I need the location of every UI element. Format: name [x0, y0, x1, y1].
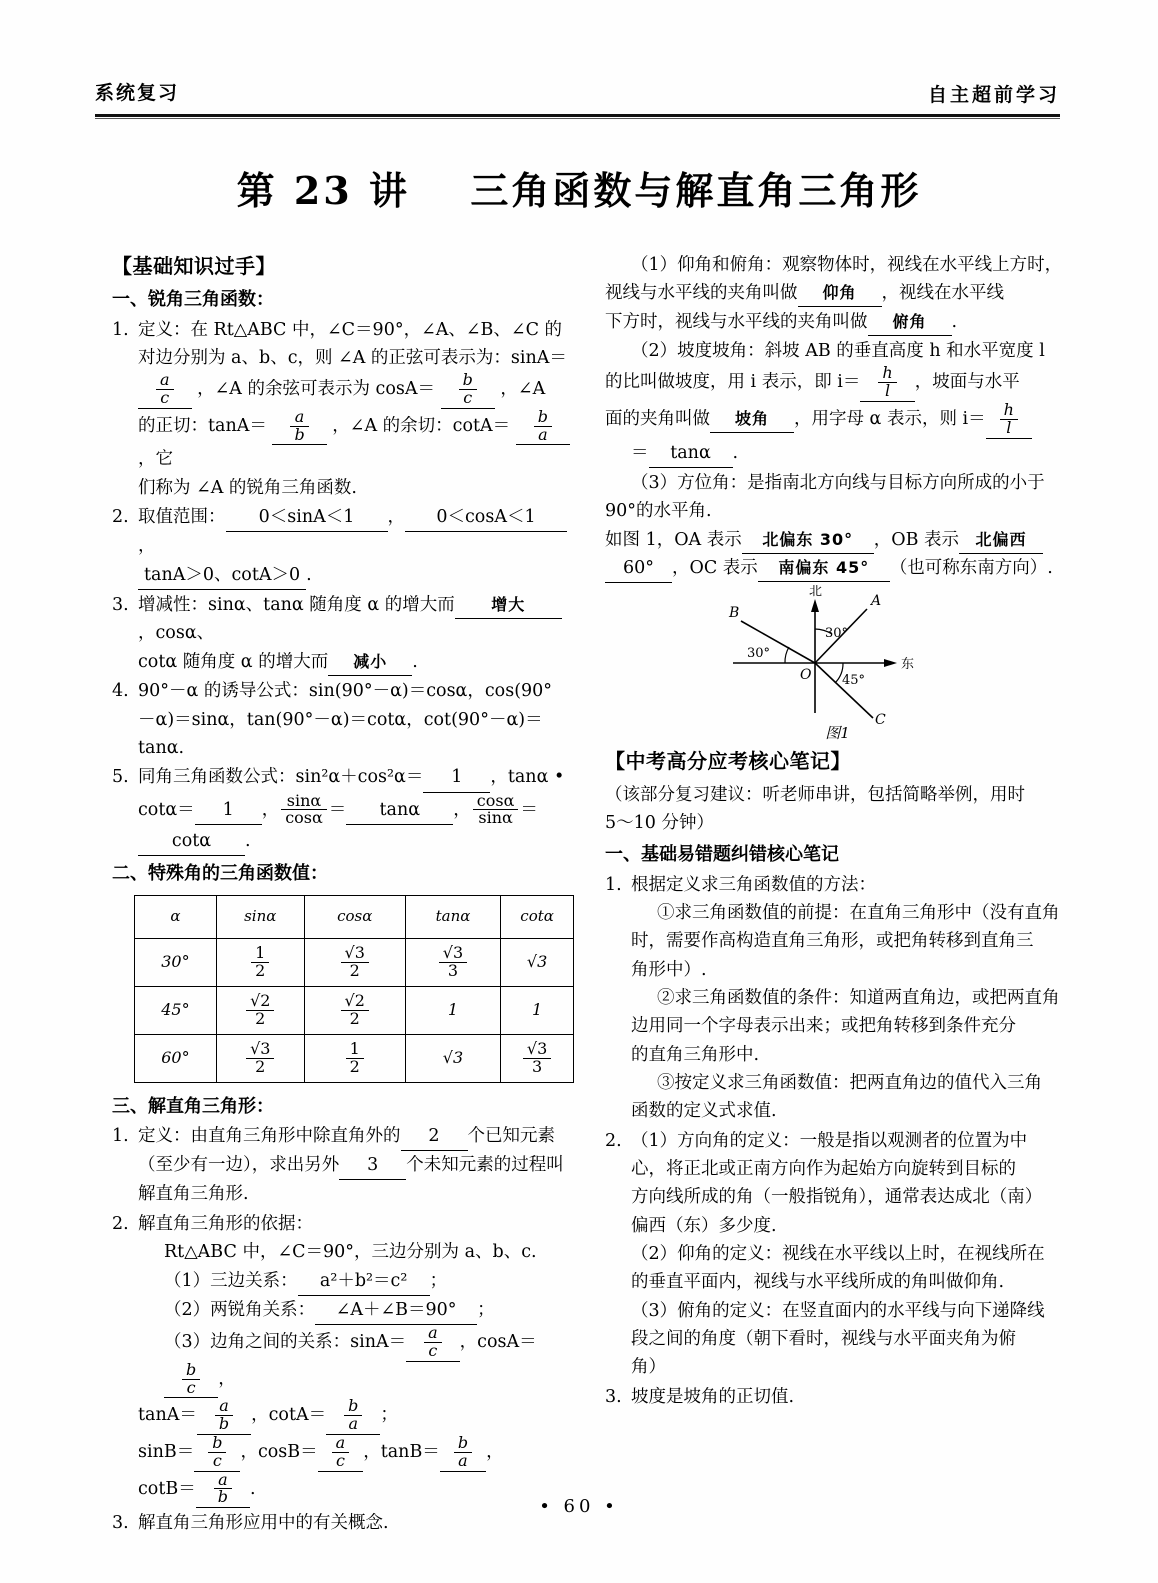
- item-text: （1）方向角的定义：一般是指以观测者的位置为中: [631, 1130, 1028, 1151]
- item-text: [605, 526, 1070, 554]
- item-marker: 5.: [112, 767, 129, 788]
- answer-blank[interactable]: tanα: [346, 796, 453, 825]
- answer-blank[interactable]: tanα: [649, 439, 733, 468]
- north-arrow-head: [811, 599, 819, 612]
- label-angle-north-a: 30°: [825, 626, 849, 642]
- inline-text: ，∠A 的余切：cotA＝: [332, 415, 511, 436]
- table-cell-cos: [304, 938, 405, 986]
- table-cell-cos: [304, 1034, 405, 1082]
- compass-figure: [605, 585, 1070, 745]
- item-text: [138, 648, 577, 676]
- left-part1-heading: 一、锐角三角函数：: [112, 289, 274, 311]
- inline-text: .: [732, 442, 739, 463]
- list-item: [605, 1383, 1070, 1411]
- inline-text: 如图 1，OA 表示: [605, 529, 742, 550]
- inline-text: ＝: [631, 442, 649, 463]
- fraction-numerator: a: [215, 1398, 233, 1416]
- list-item: [112, 591, 577, 676]
- answer-blank[interactable]: [164, 1359, 218, 1399]
- answer-blank[interactable]: [194, 1432, 240, 1472]
- inline-text: 定义：由直角三角形中除直角外的: [138, 1125, 401, 1146]
- list-item: [112, 316, 577, 503]
- fraction-denominator: 2: [255, 1008, 266, 1028]
- item-text: （1）仰角和俯角：观察物体时，视线在水平线上方时，: [631, 255, 1063, 275]
- table-cell-angle: 45°: [135, 986, 217, 1034]
- fraction-denominator: c: [335, 1450, 345, 1470]
- item-text: 偏西（东）多少度.: [631, 1215, 777, 1236]
- list-item: [112, 1122, 577, 1209]
- inline-text: ，∠A: [500, 379, 546, 400]
- fraction-denominator: 2: [255, 1056, 266, 1076]
- answer-blank[interactable]: [197, 1398, 251, 1435]
- fraction-numerator: h: [878, 365, 896, 383]
- list-item: [605, 871, 1070, 1126]
- item-text: 解直角三角形的依据：: [138, 1213, 313, 1234]
- item-text: （2）坡度坡角：斜坡 AB 的垂直高度 h 和水平宽度 l: [631, 341, 1045, 362]
- title-main: 三角函数与解直角三角形: [470, 169, 922, 213]
- answer-blank[interactable]: a²＋b²＝c²: [298, 1267, 430, 1296]
- inline-text: 增减性：sinα、tanα 随角度 α 的增大而: [138, 595, 455, 616]
- special-angles-table: [134, 895, 574, 1083]
- item-text: [138, 591, 577, 648]
- fraction-denominator: 2: [255, 960, 266, 980]
- item-marker: 3.: [112, 1513, 129, 1534]
- left-column: [112, 250, 577, 1538]
- inline-text: cotB＝: [138, 1478, 196, 1499]
- inline-text: ，cotA＝: [251, 1405, 327, 1426]
- table-cell-tan: [405, 938, 500, 986]
- fraction-denominator: a: [458, 1450, 468, 1470]
- inline-text: 的比叫做坡度，用 i 表示，即 i＝: [605, 372, 861, 393]
- list-item: [112, 677, 577, 762]
- inline-text: ，OB 表示: [873, 529, 960, 550]
- answer-blank[interactable]: [986, 399, 1032, 439]
- inline-text: ，cosA＝: [459, 1332, 537, 1353]
- right-section-heading: 【中考高分应考核心笔记】: [605, 749, 851, 774]
- answer-blank[interactable]: [860, 365, 914, 402]
- table-cell-angle: 60°: [135, 1034, 217, 1082]
- fraction-denominator: c: [463, 388, 473, 408]
- list-item: [605, 1127, 1070, 1382]
- item-text: 解直角三角形应用中的有关概念.: [138, 1513, 389, 1534]
- fraction-numerator: √3: [341, 945, 369, 963]
- fraction-numerator: √3: [439, 945, 467, 963]
- answer-blank[interactable]: [440, 1432, 486, 1472]
- item-text: [138, 790, 577, 857]
- answer-blank[interactable]: 3: [339, 1151, 406, 1180]
- item-text: 坡度是坡角的正切值.: [631, 1386, 795, 1407]
- item-text: [138, 1296, 577, 1325]
- fraction-numerator: a: [424, 1325, 442, 1343]
- answer-blank[interactable]: 北偏东 30°: [742, 527, 874, 554]
- inline-text: ，cosα、: [138, 623, 215, 644]
- answer-blank[interactable]: [272, 406, 326, 446]
- table-header-row: [135, 895, 574, 938]
- item-text: [138, 1151, 577, 1180]
- item-text: [605, 399, 1070, 439]
- list-item: [605, 251, 1070, 336]
- table-cell-tan: 1: [405, 986, 500, 1034]
- item-text: 心，将正北或正南方向作为起始方向旋转到目标的: [631, 1158, 1016, 1179]
- inline-text: 面的夹角叫做: [605, 408, 710, 429]
- fraction-denominator: c: [160, 388, 170, 408]
- table-header-cell: sinα: [216, 895, 304, 938]
- table-cell-sin: [216, 938, 304, 986]
- angle-arc-west-b: [785, 647, 789, 663]
- fraction-denominator: 2: [349, 960, 360, 980]
- inline-text: .: [951, 311, 958, 332]
- item-text: （3）俯角的定义：在竖直面内的水平线与向下递降线: [631, 1300, 1045, 1321]
- list-item: [605, 337, 1070, 468]
- fraction-denominator: 2: [349, 1056, 360, 1076]
- inline-text: ，: [261, 799, 280, 820]
- list-item: [112, 1210, 577, 1508]
- fraction-denominator: 2: [349, 1008, 360, 1028]
- label-angle-east-c: 45°: [842, 673, 866, 689]
- east-arrow-head: [884, 659, 897, 667]
- inline-text: .: [245, 831, 251, 852]
- inline-text: ，OC 表示: [672, 557, 758, 578]
- table-header-cell: tanα: [405, 895, 500, 938]
- item-text: [138, 561, 577, 590]
- answer-blank[interactable]: [326, 1398, 380, 1435]
- item-text: 的垂直平面内，视线与水平线所成的角叫做仰角.: [631, 1272, 1005, 1293]
- item-marker: 2.: [605, 1130, 622, 1151]
- inline-text: tanA＝: [138, 1405, 197, 1426]
- item-text: 对边分别为 a、b、c，则 ∠A 的正弦可表示为：sinA＝: [138, 347, 567, 368]
- item-text: 定义：在 Rt△ABC 中，∠C＝90°，∠A、∠B、∠C 的: [138, 319, 563, 340]
- list-item: [112, 503, 577, 590]
- inline-text: cotα＝: [138, 799, 195, 820]
- header-right-label: 自主超前学习: [927, 84, 1060, 106]
- right-column: [605, 250, 1070, 1411]
- inline-text: ，∠A 的余弦可表示为 cosA＝: [197, 379, 436, 400]
- item-text: 解直角三角形.: [138, 1184, 249, 1205]
- fraction-numerator: b: [182, 1362, 200, 1380]
- inline-text: （也可称东南方向）.: [889, 557, 1053, 578]
- answer-blank[interactable]: 1: [423, 763, 490, 792]
- inline-text: ，: [218, 1368, 236, 1389]
- header-rule: [95, 114, 1060, 117]
- item-text: [138, 1267, 577, 1296]
- item-text: [605, 308, 1070, 336]
- item-marker: 3.: [112, 595, 129, 616]
- left-part3-heading: 三、解直角三角形：: [112, 1095, 274, 1117]
- inline-text: sinB＝: [138, 1441, 195, 1462]
- item-text: Rt△ABC 中，∠C＝90°，三边分别为 a、b、c.: [164, 1242, 537, 1263]
- inline-text: ，: [486, 1441, 504, 1462]
- answer-blank[interactable]: [406, 1325, 460, 1362]
- answer-blank[interactable]: cotα: [138, 827, 245, 856]
- page-footer: • 60 •: [539, 1496, 619, 1517]
- item-marker: 1.: [112, 1125, 129, 1146]
- item-text: [138, 372, 577, 409]
- answer-blank[interactable]: 增大: [455, 592, 562, 619]
- inline-text: 个未知元素的过程叫: [406, 1155, 564, 1176]
- answer-blank[interactable]: ∠A＋∠B＝90°: [315, 1296, 477, 1325]
- item-text: 90°的水平角.: [605, 501, 712, 522]
- fraction-numerator: 1: [346, 1041, 364, 1059]
- fraction-denominator: cosα: [285, 808, 323, 828]
- inline-text: ，tanα •: [490, 767, 565, 788]
- inline-text: .: [412, 651, 418, 672]
- item-marker: 2.: [112, 1213, 129, 1234]
- page-header: [95, 78, 1060, 120]
- item-marker: 1.: [112, 319, 129, 340]
- answer-blank[interactable]: 1: [195, 796, 262, 825]
- fraction-numerator: 1: [251, 945, 269, 963]
- item-text: [138, 503, 577, 561]
- fraction-denominator: a: [538, 424, 548, 444]
- item-text: [605, 365, 1070, 402]
- label-north: 北: [809, 585, 823, 600]
- inline-text: ，tanB＝: [363, 1441, 440, 1462]
- item-text: （3）方位角：是指南北方向线与目标方向所成的小于: [631, 472, 1045, 493]
- answer-blank[interactable]: tanA＞0、cotA＞0: [138, 561, 306, 590]
- inline-text: ，: [138, 536, 156, 557]
- item-marker: 3.: [605, 1386, 622, 1407]
- table-cell-sin: [216, 1034, 304, 1082]
- ray-oc: [815, 663, 873, 718]
- fraction-numerator: b: [534, 409, 552, 427]
- table-cell-angle: 30°: [135, 938, 217, 986]
- header-rule-thin: [95, 118, 1060, 119]
- fraction-denominator: sinα: [478, 808, 513, 828]
- label-ray-c: C: [875, 712, 886, 726]
- table-cell-tan: √3: [405, 1034, 500, 1082]
- item-text: 方向线所成的角（一般指锐角），通常表达成北（南）: [631, 1187, 1043, 1208]
- fraction-numerator: b: [459, 372, 477, 390]
- answer-blank[interactable]: 2: [401, 1122, 468, 1151]
- label-origin: O: [800, 667, 812, 684]
- fraction-numerator: b: [454, 1435, 472, 1453]
- item-marker: 1.: [605, 874, 622, 895]
- inline-text: 个已知元素: [467, 1125, 555, 1146]
- fraction-numerator: √3: [246, 1041, 274, 1059]
- item-text: 段之间的角度（朝下看时，视线与水平面夹角为俯: [631, 1329, 1016, 1350]
- fraction-numerator: a: [332, 1435, 350, 1453]
- inline-text: 视线与水平线的夹角叫做: [605, 283, 798, 304]
- item-text: [138, 1122, 577, 1151]
- answer-blank[interactable]: 俯角: [868, 309, 952, 336]
- inline-text: .: [249, 1478, 256, 1499]
- fraction-numerator: h: [1000, 402, 1018, 420]
- item-text: 90°－α 的诱导公式：sin(90°－α)＝cosα，cos(90°: [138, 681, 553, 702]
- fraction-numerator: b: [208, 1435, 226, 1453]
- item-text: 边用同一个字母表示出来；或把角转移到条件充分: [631, 1016, 1016, 1037]
- inline-text: （至少有一边），求出另外: [138, 1155, 340, 1176]
- fraction-numerator: a: [214, 1472, 232, 1490]
- note-line: （该部分复习建议：听老师串讲，包括简略举例，用时: [605, 784, 1025, 805]
- fraction-numerator: √3: [523, 1041, 551, 1059]
- inline-text: ；: [477, 1299, 495, 1320]
- inline-text: ＝: [520, 799, 538, 820]
- title-number: 23: [293, 168, 353, 213]
- fraction-numerator: a: [290, 409, 308, 427]
- inline-text: 同角三角函数公式：sin²α＋cos²α＝: [138, 767, 424, 788]
- title-unit: 讲: [368, 169, 410, 213]
- list-item: [605, 469, 1070, 583]
- answer-blank[interactable]: 0＜cosA＜1: [405, 503, 567, 532]
- inline-text: 的正切：tanA＝: [138, 415, 267, 436]
- inline-text: ，它: [138, 449, 173, 470]
- figure-caption: 图1: [825, 724, 850, 743]
- fraction-denominator: a: [348, 1414, 359, 1434]
- item-text: 的直角三角形中.: [631, 1044, 760, 1065]
- fraction-denominator: l: [1006, 417, 1012, 437]
- answer-blank[interactable]: 减小: [328, 649, 412, 676]
- item-text: 根据定义求三角函数值的方法：: [631, 874, 876, 895]
- label-angle-west-b: 30°: [747, 646, 771, 662]
- fraction-denominator: b: [218, 1414, 230, 1434]
- answer-blank[interactable]: [318, 1432, 364, 1472]
- item-text: 时，需要作高构造直角三角形，或把角转移到直角三: [631, 931, 1034, 952]
- inline-text: ，: [453, 799, 471, 820]
- table-cell-cos: [304, 986, 405, 1034]
- left-part2-heading: 二、特殊角的三角函数值：: [112, 863, 328, 885]
- item-text: [138, 1398, 577, 1435]
- inline-text: 下方时，视线与水平线的夹角叫做: [605, 311, 868, 332]
- answer-blank[interactable]: 北偏西: [959, 527, 1043, 554]
- item-marker: 4.: [112, 681, 129, 702]
- inline-text: （1）三边关系：: [164, 1270, 298, 1291]
- fraction-numerator: cosα: [473, 793, 519, 811]
- table-row: [135, 938, 574, 986]
- answer-blank[interactable]: [138, 372, 192, 409]
- item-marker: 2.: [112, 507, 129, 528]
- answer-blank[interactable]: 60°: [605, 554, 672, 583]
- fraction-denominator: l: [884, 381, 891, 401]
- item-text: [138, 763, 577, 792]
- fraction-numerator: b: [344, 1398, 362, 1416]
- table-cell-sin: [216, 986, 304, 1034]
- item-text: ③按定义求三角函数值：把两直角边的值代入三角: [657, 1072, 1042, 1093]
- fraction-denominator: b: [217, 1487, 228, 1507]
- item-text: ②求三角函数值的条件：知道两直角边，或把两直角: [657, 987, 1060, 1008]
- fraction-denominator: b: [294, 424, 305, 444]
- item-text: [138, 1325, 577, 1398]
- item-text: ①求三角函数值的前提：在直角三角形中（没有直角: [657, 902, 1060, 923]
- page-title: [0, 160, 1158, 215]
- table-cell-cot: 1: [501, 986, 574, 1034]
- table-header-cell: cotα: [501, 895, 574, 938]
- label-ray-a: A: [871, 593, 882, 610]
- table-row: [135, 986, 574, 1034]
- fraction-denominator: c: [212, 1450, 222, 1470]
- inline-text: .: [306, 564, 312, 585]
- inline-text: ；: [380, 1405, 398, 1426]
- header-left-label: 系统复习: [95, 82, 180, 104]
- answer-blank[interactable]: 0＜sinA＜1: [226, 503, 388, 532]
- title-prefix: 第: [236, 169, 278, 213]
- table-cell-cot: [501, 1034, 574, 1082]
- fraction-denominator: 3: [447, 960, 459, 980]
- left-section-heading: 【基础知识过手】: [112, 254, 276, 278]
- table-header-cell: cosα: [304, 895, 405, 938]
- answer-blank[interactable]: 仰角: [798, 280, 882, 307]
- right-part1-heading: 一、基础易错题纠错核心笔记: [605, 844, 839, 866]
- table-row: [135, 1034, 574, 1082]
- item-text: [605, 554, 1070, 583]
- answer-blank[interactable]: [441, 372, 495, 409]
- table-header-cell: α: [135, 895, 217, 938]
- item-text: [138, 406, 577, 474]
- inline-text: 取值范围：: [138, 507, 226, 528]
- item-text: －α)＝sinα，tan(90°－α)＝cotα，cot(90°－α)＝tanα.: [138, 709, 543, 758]
- inline-text: ＝: [328, 799, 347, 820]
- inline-text: ，cosB＝: [240, 1441, 318, 1462]
- item-text: 角形中）.: [631, 959, 707, 980]
- inline-text: ，坡面与水平: [914, 372, 1020, 393]
- fraction-numerator: √2: [341, 993, 369, 1011]
- answer-blank[interactable]: [516, 406, 570, 446]
- item-text: （2）仰角的定义：视线在水平线以上时，在视线所在: [631, 1243, 1045, 1264]
- item-text: 角）: [631, 1357, 666, 1378]
- inline-text: cotα 随角度 α 的增大而: [138, 651, 329, 672]
- inline-text: ，用字母 α 表示，则 i＝: [794, 408, 986, 429]
- fraction-numerator: √2: [246, 993, 274, 1011]
- list-item: [112, 763, 577, 856]
- answer-blank[interactable]: 坡角: [710, 406, 794, 433]
- fraction-denominator: 3: [532, 1056, 543, 1076]
- table-cell-cot: √3: [501, 938, 574, 986]
- inline-text: （3）边角之间的关系：sinA＝: [164, 1332, 407, 1353]
- fraction-numerator: sinα: [281, 793, 327, 811]
- fraction-denominator: c: [428, 1341, 438, 1360]
- inline-text: （2）两锐角关系：: [164, 1299, 316, 1320]
- answer-blank[interactable]: 南偏东 45°: [758, 555, 890, 582]
- special-angles-table-wrap: [112, 895, 577, 1089]
- item-text: [138, 1432, 577, 1472]
- note-line: 5～10 分钟）: [605, 813, 714, 834]
- inline-text: ；: [429, 1270, 448, 1291]
- inline-text: ，: [387, 507, 405, 528]
- fraction-denominator: c: [186, 1377, 196, 1397]
- compass-diagram-svg: [715, 585, 955, 725]
- inline-text: ，视线在水平线: [881, 283, 1004, 304]
- fraction-numerator: a: [156, 372, 174, 390]
- label-east: 东: [901, 657, 915, 673]
- label-ray-b: B: [729, 605, 740, 622]
- item-text: [605, 439, 1070, 468]
- item-text: 函数的定义式求值.: [631, 1101, 777, 1122]
- item-text: [605, 279, 1070, 307]
- item-text: 们称为 ∠A 的锐角三角函数.: [138, 477, 357, 498]
